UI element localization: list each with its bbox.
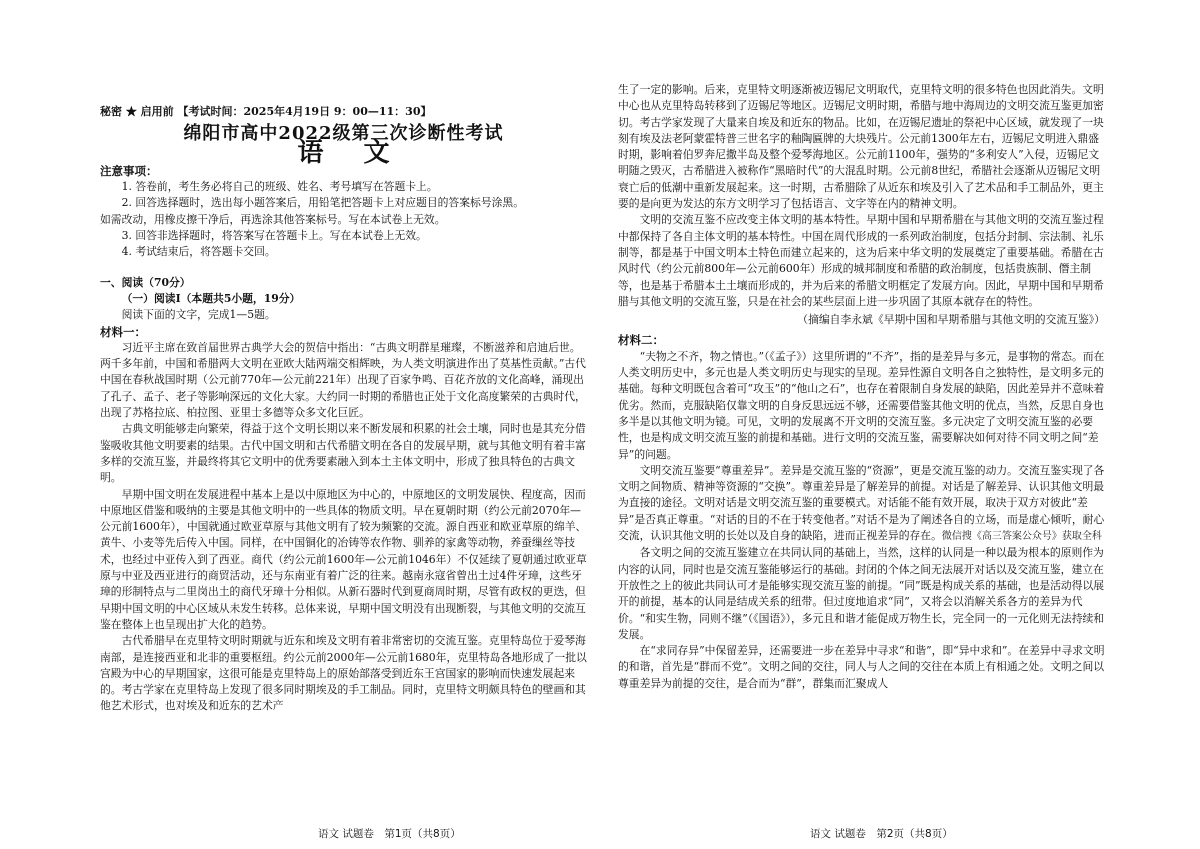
note-item: 3. 回答非选择题时，将答案写在答题卡上。写在本试卷上无效。 [121,229,427,243]
subject-char-2: 文 [363,137,390,168]
material-2-title: 材料二： [618,333,664,348]
material-2-paragraph: 在“求同存异”中保留差异，还需要进一步在差异中寻求“和谐”，即“异中求和”。在差异中寻求文明的和谐，首先是“群而不党”。文明之间的交往，同人与人之间的交往在本质上有相通之处。文明之间以尊重差异为前提的交往，是合而为“群”，群集而汇聚成人 [618,644,1105,690]
page-footer-right: 语文 试题卷 第2页（共8页） [810,828,953,840]
material-1-paragraph: 早期中国文明在发展进程中基本上是以中原地区为中心的，中原地区的文明发展快、程度高，因而中原地区借鉴和吸纳的主要是其他文明中的一些具体的物质文明。早在夏朝时期（约公元前2070年—公元前1600年），中国就通过欧亚草原与其他文明有了较为频繁的交流。源自西亚和欧亚草原的绵羊、黄牛、小麦等先后传入中国。同样，在中国铜化的冶铸等农作物、驯养的家禽等动物，养蚕缫丝等技术，也经过中亚传入到了西亚。商代（约公元前1600年—公元前1046年）不仅延续了夏朝通过欧亚草原与中亚及西亚进行的商贸活动，还与东南亚有着广泛的往来。越南永寇省曾出土过4件牙璋，这些牙璋的形制特点与二里岗出土的商代牙璋十分相似。从新石器时代到夏商周时期，尽管有政权的更迭，但早期中国文明的中心区域从未发生转移。总体来说，早期中国文明没有出现断裂，与其他文明的交流互鉴在整体上也呈现出扩大化的趋势。 [100,487,587,631]
left-column [100,82,587,715]
right-column [618,82,1105,692]
note-item: 1. 答卷前，考生务必将自己的班级、姓名、考号填写在答题卡上。 [121,180,438,194]
material-1-paragraph: 古代希腊早在克里特文明时期就与近东和埃及文明有着非常密切的交流互鉴。克里特岛位于爱琴海南部，是连接西亚和北非的重要枢纽。约公元前2000年—公元前1680年，克里特岛各地形成了一批以宫殿为中心的早期国家，这很可能是克里特岛上的原始部落受到近东王宫国家的影响而快速发展起来的。考古学家在克里特岛上发现了很多同时期埃及的手工制品。同时，克里特文明颇具特色的壁画和其他艺术形式，也对埃及和近东的艺术产 [100,634,587,713]
continued-paragraph: 文明的交流互鉴不应改变主体文明的基本特性。早期中国和早期希腊在与其他文明的交流互鉴过程中都保持了各自主体文明的基本特性。中国在周代形成的一系列政治制度，包括分封制、宗法制、礼乐制等，都是基于中国文明本土特色而建立起来的，这为后来中华文明的发展奠定了重要基础。希腊在古风时代（约公元前800年—公元前600年）形成的城邦制度和希腊的政治制度，包括贵族制、僭主制等，也是基于希腊本土土壤而形成的，并为后来的希腊文明框定了发展方向。因此，早期中国和早期希腊与其他文明的交流互鉴，只是在社会的某些层面上进一步巩固了其原本就存在的特性。 [618,213,1104,308]
section-subtitle: （一）阅读Ⅰ（本题共5小题，19分） [121,291,301,305]
material-2-text: 文明交流互鉴要“尊重差异”。差异是交流互鉴的“资源”，更是交流互鉴的动力。交流互鉴实现了各文明之间物质、精神等资源的“交换”。尊重差异是了解差异的前提。对话是了解差异、认识其他文明最为直接的途径。文明对话是文明交流互鉴的重要模式。对话能不能有效开展，取决于双方对彼此“差异”是否真正尊重。“对话的目的不在于转变他者。”对话不是为了阐述各自的立场，而是虚心倾听，耐心交流，认识其他文明的长处以及自身的缺陷，进而正视差异的存在。 [618,463,1105,543]
subject-char-1: 语 [297,137,324,168]
page-footer-left: 语文 试题卷 第1页（共8页） [318,828,461,840]
section-instruction: 阅读下面的文字，完成1—5题。 [121,308,276,322]
material-1-title: 材料一： [100,324,146,339]
section-title: 一、阅读（70分） [100,275,191,289]
note-item: 4. 考试结束后，将答题卡交回。 [121,245,276,259]
material-1-paragraph: 古典文明能够走向繁荣，得益于这个文明长期以来不断发展和积累的社会土壤，同时也是其充分借鉴吸收其他文明要素的结果。古代中国文明和古代希腊文明在各自的发展早期，就与其他文明有着丰富多样的交流互鉴，并最终将其它文明中的优秀要素融入到本土主体文明中，形成了独具特色的古典文明。 [100,422,586,485]
material-2-paragraph [618,463,1105,545]
material-2-paragraph: “夫物之不齐，物之情也。”（《孟子》）这里所谓的“不齐”，指的是差异与多元，是事物的常态。而在人类文明历史中，多元也是人类文明历史与现实的呈现。差异性源自文明各自之独特性，是文明多元的基础。每种文明既包含着可“攻玉”的“他山之石”，也存在着限制自身发展的缺陷，因此差异并不意味着优劣。然而，克服缺陷仅靠文明的自身反思远远不够，还需要借鉴其他文明的优点，当然，反思自身也多半是以其他文明为镜。可见，文明的发展离不开文明的交流互鉴。多元决定了文明交流互鉴的必要性，也是构成文明交流互鉴的前提和基础。进行文明的交流互鉴，需要解决如何对待不同文明之间“差异”的问题。 [618,349,1105,461]
note-item: 2. 回答选择题时，选出每小题答案后，用铅笔把答题卡上对应题目的答案标号涂黑。 [121,196,525,210]
note-item: 如需改动，用橡皮擦干净后，再选涂其他答案标号。写在本试卷上无效。 [100,212,446,226]
notes-heading: 注意事项： [100,163,158,178]
source-citation: （摘编自李永斌《早期中国和早期希腊与其他文明的交流互鉴》） [797,313,1105,327]
material-2-paragraph: 各文明之间的交流互鉴建立在共同认同的基础上，当然，这样的认同是一种以最为根本的原则作为内容的认同，同时也是交流互鉴能够运行的基础。封闭的个体之间无法展开对话以及交流互鉴，建立在开放性之上的彼此共同认可才是能够实现交流互鉴的前提。“同”既是构成关系的基础，也是活动得以展开的前提，基本的认同是结成关系的纽带。但过度地追求“同”，又将会以消解关系各方的差异为代价。“和实生物，同则不继”（《国语》），多元且和谐才能促成万物生长，完全同一的一元化则无法持续和发展。 [618,546,1105,641]
confidential-line: 秘密 ★ 启用前 【考试时间：2025年4月19日 9：00—11：30】 [100,105,432,118]
continued-paragraph: 生了一定的影响。后来，克里特文明逐渐被迈锡尼文明取代，克里特文明的很多特色也因此消失。文明中心也从克里特岛转移到了迈锡尼等地区。迈锡尼文明时期，希腊与地中海周边的文明交流互鉴更加密切。考古学家发现了大量来自埃及和近东的物品。比如，在迈锡尼遗址的祭祀中心区域，就发现了一块刻有埃及法老阿蒙霍特普三世名字的釉陶匾牌的大块残片。公元前1300年左右，迈锡尼文明进入鼎盛时期，影响着伯罗奔尼撒半岛及整个爱琴海地区。公元前1100年，强势的“多利安人”入侵，迈锡尼文明随之毁灭，古希腊进入被称作“黑暗时代”的大混乱时期。公元前8世纪，希腊社会逐渐从迈锡尼文明衰亡后的低潮中重新发展起来。这一时期，古希腊除了从近东和埃及引入了艺术品和手工制品外，更主要的是向更为发达的东方文明学习了包括语言、文字等在内的精神文明。 [618,83,1104,211]
subject-title [100,137,587,168]
material-1-paragraph: 习近平主席在致首届世界古典学大会的贺信中指出：“古典文明群星璀璨，不断滋养和启迪后世。两千多年前，中国和希腊两大文明在亚欧大陆两端交相辉映，为人类文明演进作出了莫基性贡献。”古代中国在春秋战国时期（公元前770年—公元前221年）出现了百家争鸣、百花齐放的文化高峰，涌现出了孔子、孟子、老子等影响深远的文化大家。大约同一时期的希腊也正处于文化高度繁荣的古典时代，出现了苏格拉底、柏拉图、亚里士多德等众多文化巨匠。 [100,340,586,420]
watermark-text: 微信搜《高三答案公众号》获取全科 [941,531,1102,543]
exam-title: 绵阳市高中2022级第三次诊断性考试 [183,123,504,145]
